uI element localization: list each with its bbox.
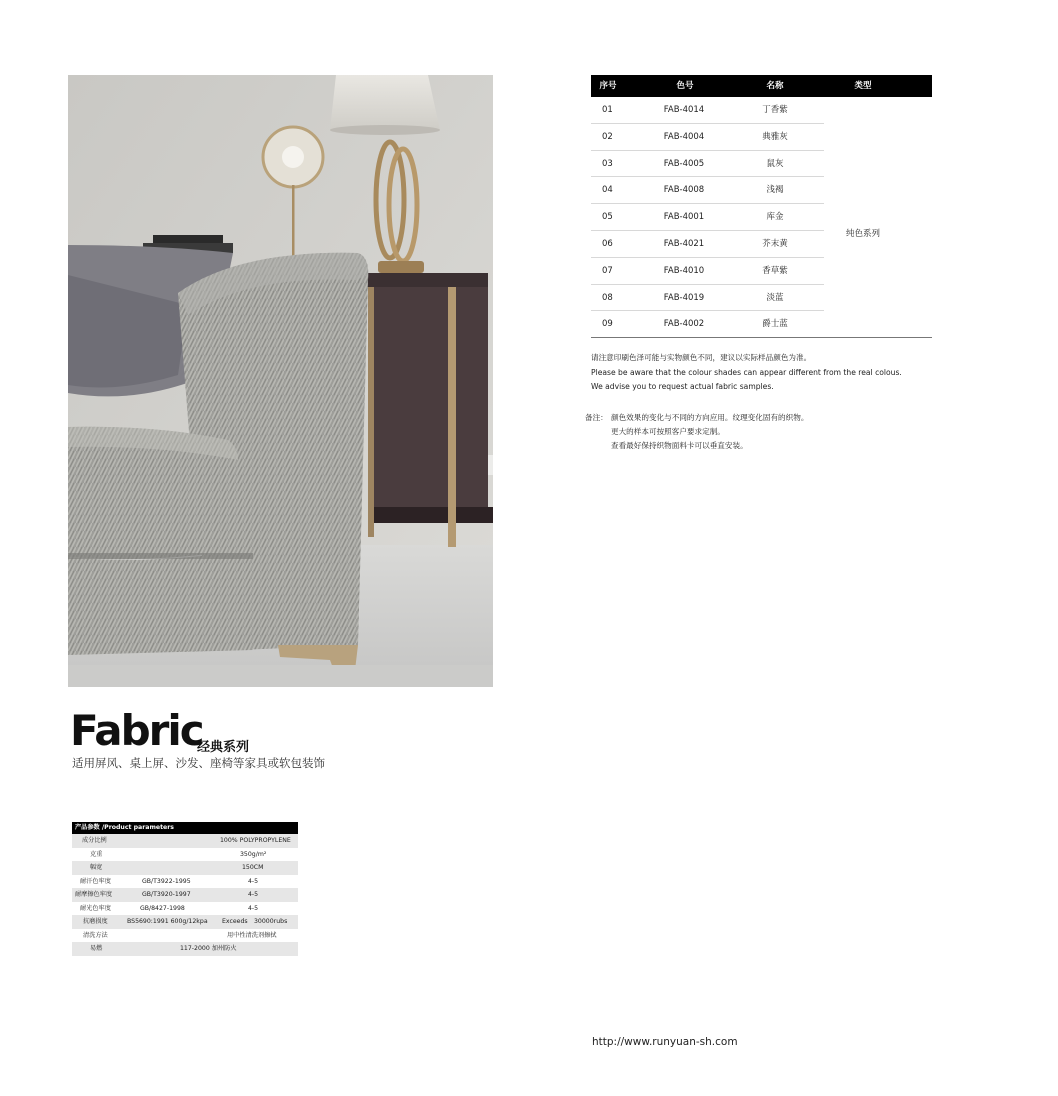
param-standard: GB/T3920-1997 (142, 891, 191, 898)
param-standard: BS5690:1991 600g/12kpa (127, 918, 208, 925)
param-label: 幅宽 (90, 864, 103, 871)
row-code: FAB-4019 (663, 292, 705, 303)
header-name: 名称 (766, 81, 784, 91)
param-standard: GB/T3922-1995 (142, 877, 191, 885)
type-value: 纯色系列 (845, 229, 881, 239)
params-row (72, 929, 298, 943)
row-code: FAB-4005 (663, 158, 705, 169)
param-standard: 117-2000 加州防火 (180, 945, 237, 952)
param-standard: GB/8427-1998 (140, 904, 185, 912)
param-value: 350g/m² (240, 850, 267, 858)
row-name: 香草紫 (762, 265, 788, 276)
row-no: 06 (602, 238, 613, 249)
row-code: FAB-4014 (663, 105, 705, 115)
params-row (72, 834, 298, 848)
row-no: 09 (602, 319, 613, 330)
row-no: 03 (602, 158, 613, 169)
param-value: 4-5 (248, 891, 259, 898)
params-row (72, 942, 298, 956)
param-value: Exceeds (222, 918, 248, 925)
color-table-header (591, 75, 932, 97)
row-name: 库金 (766, 212, 784, 223)
table-row (591, 231, 932, 258)
color-notice (591, 351, 902, 395)
table-row (591, 285, 932, 312)
row-no: 07 (602, 265, 613, 276)
row-code: FAB-4008 (663, 185, 705, 196)
row-code: FAB-4002 (663, 319, 705, 330)
param-label: 耐摩擦色牢度 (75, 891, 113, 898)
notice-line: 请注意印刷色泽可能与实物颜色不同，建议以实际样品颜色为准。 (591, 353, 812, 362)
param-label: 克重 (90, 850, 103, 858)
remark-label: 备注： (585, 413, 608, 422)
param-value: 100% POLYPROPYLENE (220, 837, 291, 844)
brand-word: Fabric (70, 706, 203, 755)
param-value-extra: 30000rubs (254, 918, 288, 925)
row-no: 01 (602, 105, 613, 115)
params-row (72, 861, 298, 875)
table-row (591, 97, 932, 124)
params-row (72, 902, 298, 916)
params-row (72, 915, 298, 929)
row-no: 02 (602, 131, 613, 142)
param-label: 易燃 (90, 945, 103, 952)
table-row (591, 124, 932, 151)
param-label: 耐光色牢度 (80, 904, 111, 912)
param-value: 4-5 (248, 904, 259, 912)
header-code: 色号 (676, 81, 694, 91)
param-label: 清洗方法 (83, 931, 108, 939)
row-name: 鼠灰 (766, 158, 784, 169)
website-url: http://www.runyuan-sh.com (592, 1036, 738, 1048)
table-row (591, 258, 932, 285)
param-label: 成分比例 (82, 837, 107, 844)
remark-text (611, 411, 808, 453)
notice-line: Please be aware that the colour shades can appear different from the real colous. (591, 367, 902, 377)
row-code: FAB-4010 (663, 265, 705, 276)
row-no: 04 (602, 185, 613, 196)
row-name: 芥末黄 (762, 238, 788, 249)
row-code: FAB-4004 (663, 131, 705, 142)
params-row (72, 848, 298, 862)
param-value: 用中性清洗剂擦拭 (227, 931, 277, 939)
params-row (72, 888, 298, 902)
usage-text: 适用屏风、桌上屏、沙发、座椅等家具或软包装饰 (72, 756, 325, 770)
remark-line: 更大的样本可按照客户要求定制。 (611, 427, 725, 436)
row-name: 浅褐 (766, 185, 784, 196)
table-row (591, 177, 932, 204)
params-header: 产品参数 /Product parameters (72, 822, 298, 834)
table-row (591, 311, 932, 338)
table-row (591, 151, 932, 178)
table-row (591, 204, 932, 231)
param-value: 150CM (242, 864, 264, 871)
product-photo (68, 75, 493, 687)
row-name: 爵士蓝 (762, 319, 788, 330)
brand-series: 经典系列 (197, 740, 250, 755)
product-parameters-table (72, 822, 298, 956)
header-no: 序号 (599, 81, 617, 91)
row-code: FAB-4021 (663, 238, 705, 249)
param-label: 抗磨损度 (83, 918, 108, 925)
row-code: FAB-4001 (663, 212, 705, 223)
row-name: 丁香紫 (762, 105, 788, 115)
header-type: 类型 (854, 81, 872, 91)
remark-line: 颜色效果的变化与不同的方向应用。纹理变化固有的织物。 (611, 413, 809, 422)
color-table (591, 75, 932, 338)
row-name: 典雅灰 (762, 131, 788, 142)
row-name: 淡蓝 (766, 292, 784, 303)
row-no: 08 (602, 292, 613, 303)
row-no: 05 (602, 212, 613, 223)
param-value: 4-5 (248, 877, 259, 885)
sofa-lamp-illustration (68, 75, 493, 687)
params-row (72, 875, 298, 889)
color-table-body (591, 97, 932, 338)
remark-line: 查看最好保持织物面料卡可以垂直安装。 (611, 441, 748, 450)
notice-line: We advise you to request actual fabric samples. (591, 382, 774, 391)
param-label: 耐汗色牢度 (80, 877, 111, 885)
